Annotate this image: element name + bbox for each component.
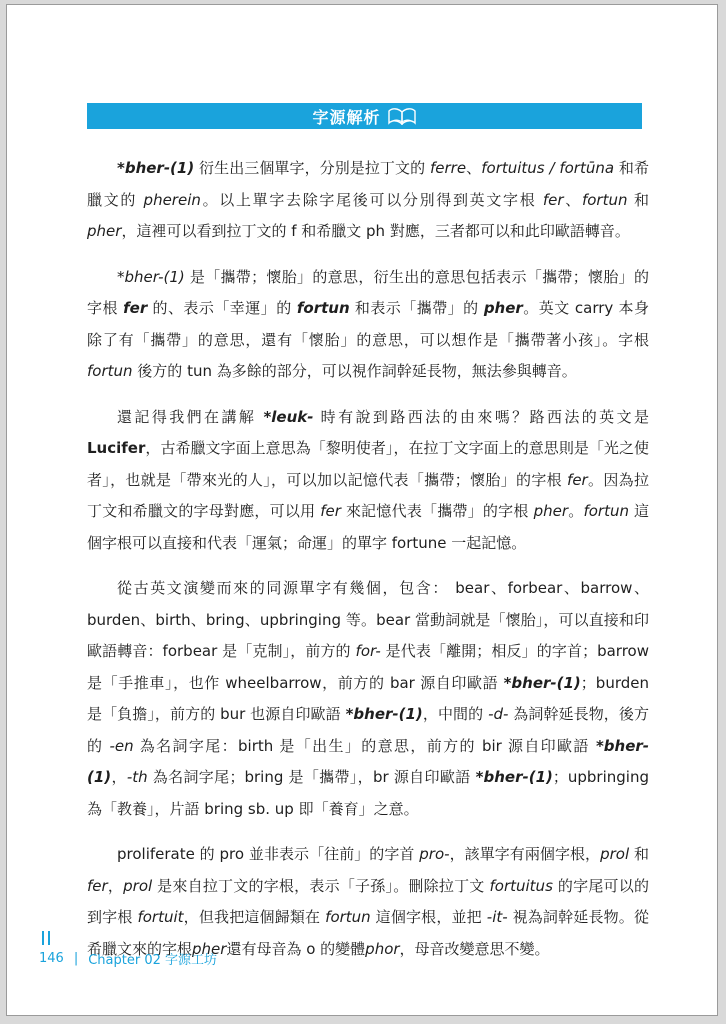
footer-bar	[42, 931, 50, 945]
emphasis-text: -it-	[486, 908, 508, 926]
paragraph-text: 的字尾可以的到字根	[87, 876, 649, 926]
paragraph	[87, 573, 649, 825]
emphasis-text: pher	[87, 222, 122, 240]
paragraph-text: 和希臘文的	[87, 159, 649, 209]
emphasis-text: pherein	[143, 190, 201, 209]
paragraph-text: ，這裡可以看到拉丁文的 f 和希臘文 ph 對應，三者都可以和此印歐語轉音。	[121, 222, 630, 240]
paragraph-text: 衍生出三個單字，分別是拉丁文的	[194, 159, 430, 177]
paragraph-text: 。英文 carry 本身除了有「攜帶」的意思，還有「懷胎」的意思，可以想作是「攜帶著小孩」。字根	[87, 299, 649, 349]
emphasis-text: fer	[567, 470, 588, 489]
footer-separator: |	[73, 951, 79, 966]
paragraph-text: 還有母音為 o 的變體	[226, 939, 366, 958]
paragraph-text: 視為詞幹延長物。從希臘文來的字根	[87, 908, 649, 958]
emphasis-text: Lucifer	[87, 439, 146, 457]
paragraph-text: ，	[107, 876, 124, 895]
chapter-label: Chapter 02 字源工坊	[88, 953, 218, 968]
paragraph-text: 這個字根，並把	[370, 908, 487, 926]
emphasis-text: -th	[126, 768, 148, 786]
emphasis-text: pro-	[419, 845, 450, 863]
section-title: 字源解析	[312, 107, 381, 127]
emphasis-text: ferre	[430, 159, 467, 177]
paragraph-text: ，母音改變意思不變。	[399, 939, 550, 958]
paragraph-text: 。因為拉丁文和希臘文的字母對應，可以用	[87, 470, 649, 520]
emphasis-text: fortun	[325, 908, 371, 926]
emphasis-text: fer	[320, 502, 341, 520]
paragraph-text: 。以上單字去除字尾後可以分別得到英文字根	[200, 190, 543, 209]
paragraph-text: 。	[568, 502, 584, 520]
emphasis-text: *bher-(1)	[345, 705, 423, 723]
paragraph-text: 和表示「攜帶」的	[349, 299, 484, 317]
paragraph-text: 時有說到路西法的由來嗎？路西法的英文是	[313, 407, 649, 426]
paragraph-text: ；burden 是「負擔」，前方的 bur 也源自印歐語	[87, 673, 649, 723]
paragraph-text: ，該單字有兩個字根，	[449, 845, 601, 863]
emphasis-text: *bher-(1)	[117, 267, 185, 286]
emphasis-text: fortun	[581, 190, 628, 209]
emphasis-text: -en	[109, 736, 134, 755]
emphasis-text: phor	[365, 939, 400, 958]
page-footer	[39, 949, 217, 968]
section-banner	[87, 103, 642, 129]
emphasis-text: fortuit	[137, 908, 184, 926]
paragraph	[87, 262, 649, 388]
page-number: 146	[39, 951, 64, 966]
emphasis-text: fortun	[296, 299, 350, 317]
paragraph-text: 、	[563, 190, 582, 209]
emphasis-text: -d-	[488, 705, 509, 723]
book-page	[6, 4, 718, 1016]
paragraph-text: 和	[629, 845, 649, 863]
paragraph-text: ，但我把這個歸類在	[183, 908, 326, 926]
emphasis-text: for-	[355, 642, 381, 660]
emphasis-text: fortuitus	[489, 876, 553, 895]
emphasis-text: *bher-(1)	[475, 768, 553, 786]
paragraph-text: 是代表「離開；相反」的字首；barrow 是「手推車」，也作 wheelbarrow，前方的 bar 源自印歐語	[87, 642, 649, 692]
paragraph-text: 為名詞字尾：birth 是「出生」的意思，前方的 bir 源自印歐語	[133, 736, 596, 755]
paragraph-text: 為名詞字尾；bring 是「攜帶」，br 源自印歐語	[147, 768, 476, 786]
body-text	[87, 153, 649, 979]
paragraph-text: ，中間的	[422, 705, 489, 723]
emphasis-text: fortun	[87, 362, 133, 380]
emphasis-text: fer	[87, 876, 108, 895]
paragraph-text: 是「攜帶；懷胎」的意思，衍生出的意思包括表示「攜帶；懷胎」的字根	[87, 267, 649, 317]
paragraph-text: 、	[466, 159, 482, 177]
paragraph-text: 從古英文演變而來的同源單字有幾個，包含： bear、forbear、barrow、burden、birth、bring、upbringing 等。bear 當動詞就是「懷胎」，可以直接和印歐語轉音：forbear 是「克制」，前方的	[87, 579, 649, 660]
paragraph	[87, 402, 649, 560]
paragraph	[87, 839, 649, 965]
emphasis-text: prol	[123, 876, 153, 895]
emphasis-text: fer	[123, 299, 148, 317]
paragraph-text: 來記憶代表「攜帶」的字根	[340, 502, 534, 520]
emphasis-text: fortuitus / fortūna	[481, 159, 615, 177]
emphasis-text: pher	[483, 299, 523, 317]
paragraph-text: ，古希臘文字面上意思為「黎明使者」，在拉丁文字面上的意思則是「光之使者」，也就是「帶來光的人」，可以加以記憶代表「攜帶；懷胎」的字根	[87, 439, 649, 489]
paragraph	[87, 153, 649, 248]
emphasis-text: *leuk-	[263, 407, 314, 426]
emphasis-text: *bher-(1)	[117, 159, 195, 177]
paragraph-text: 後方的 tun 為多餘的部分，可以視作詞幹延長物，無法參與轉音。	[132, 362, 577, 380]
paragraph-text: ，	[111, 768, 127, 786]
emphasis-text: *bher-(1)	[503, 673, 581, 692]
paragraph-text: proliferate 的 pro 並非表示「往前」的字首	[117, 845, 420, 863]
paragraph-text: 是來自拉丁文的字根，表示「子孫」。刪除拉丁文	[152, 876, 490, 895]
paragraph-text: ；upbringing 為「教養」，片語 bring sb. up 即「養育」之意。	[87, 768, 649, 818]
paragraph-text: 和	[627, 190, 649, 209]
emphasis-text: fortun	[583, 502, 629, 520]
paragraph-text: 這個字根可以直接和代表「運氣；命運」的單字 fortune 一起記憶。	[87, 502, 649, 552]
emphasis-text: *bher-(1)	[87, 736, 649, 786]
emphasis-text: fer	[542, 190, 564, 209]
emphasis-text: pher	[533, 502, 569, 520]
open-book-icon	[387, 107, 417, 125]
emphasis-text: pher	[192, 939, 227, 958]
paragraph-text: 為詞幹延長物，後方的	[87, 705, 649, 755]
emphasis-text: prol	[600, 845, 630, 863]
paragraph-text: 還記得我們在講解	[117, 407, 264, 426]
paragraph-text: 的、表示「幸運」的	[147, 299, 297, 317]
